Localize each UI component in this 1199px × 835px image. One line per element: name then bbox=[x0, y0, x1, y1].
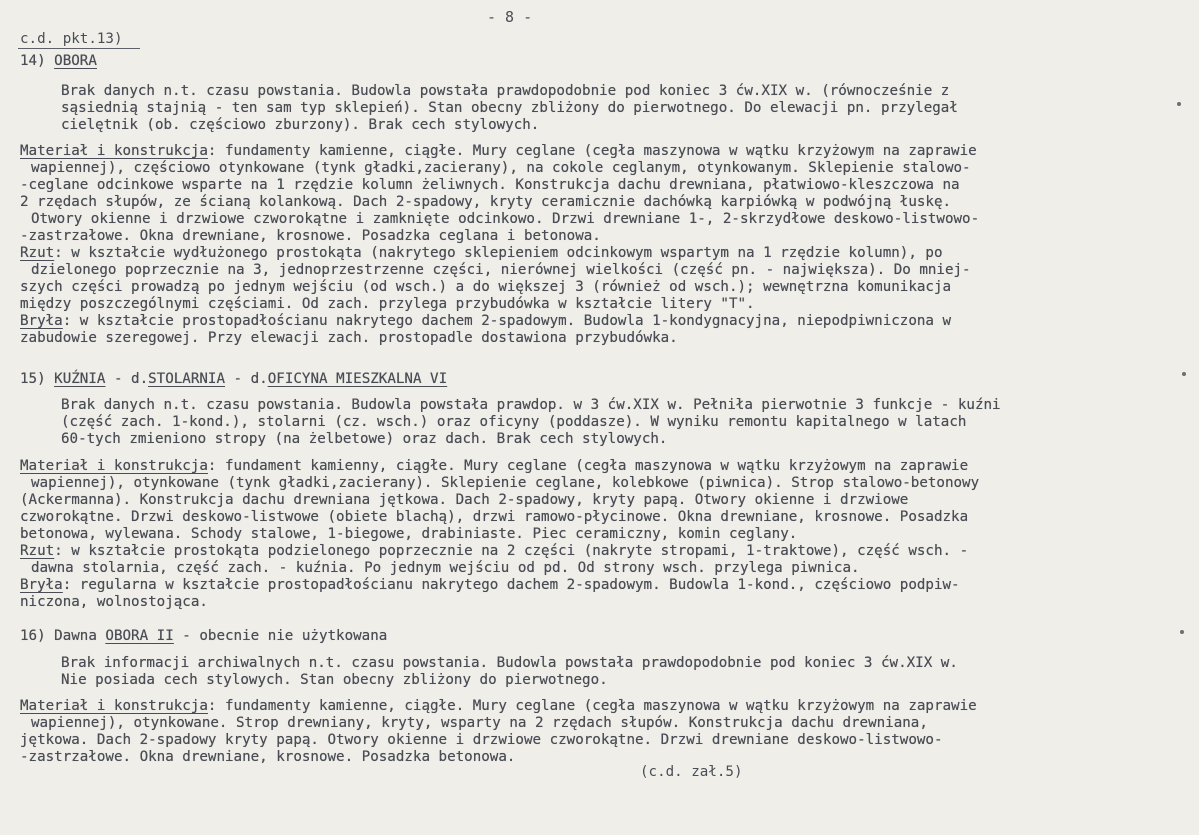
section-15-title-stolarnia: STOLARNIA bbox=[148, 371, 226, 387]
rzut-label: Rzut bbox=[20, 543, 55, 559]
section-15-rzut-first-line bbox=[20, 542, 968, 560]
section-14-intro-line: sąsiednią stajnią - ten sam typ sklepień). Stan obecny zbliżony do pierwotnego. Do elewacji pn. przylegał bbox=[61, 100, 958, 116]
material-label: Materiał i konstrukcja bbox=[20, 143, 208, 159]
section-16-intro-line: Brak informacji archiwalnych n.t. czasu powstania. Budowla powstała prawdopodobnie pod koniec 3 ćw.XIX w. bbox=[61, 655, 958, 671]
section-14-rzut-first-line bbox=[20, 244, 943, 262]
margin-mark bbox=[1177, 102, 1181, 106]
section-15-intro-line: Brak danych n.t. czasu powstania. Budowla powstała prawdop. w 3 ćw.XIX w. Pełniła pierwotnie 3 funkcje - kuźni bbox=[61, 397, 1001, 413]
material-text: : fundamenty kamienne, ciągłe. Mury ceglane (cegła maszynowa w wątku krzyżowym na zaprawie bbox=[207, 143, 977, 159]
section-14-number: 14) bbox=[20, 53, 46, 69]
continued-to-note: (c.d. zał.5) bbox=[640, 764, 743, 780]
section-16-title-suffix: - obecnie nie użytkowana bbox=[173, 628, 388, 644]
section-16-material-line: wapiennej), otynkowane. Strop drewniany, kryty, wsparty na 2 rzędach słupów. Konstrukcja dachu drewniana, bbox=[31, 715, 928, 731]
section-14-intro-line: Brak danych n.t. czasu powstania. Budowla powstała prawdopodobnie pod koniec 3 ćw.XIX w. (równocześnie z bbox=[61, 83, 950, 99]
section-15-material-line: wapiennej), otynkowane (tynk gładki,zacierany). Sklepienie ceglane, kolebkowe (piwnica). Strop stalowo-betonowy bbox=[31, 475, 980, 491]
section-16-title-prefix: Dawna bbox=[45, 628, 106, 644]
section-15-title-oficyna: OFICYNA MIESZKALNA VI bbox=[267, 371, 448, 387]
section-15-intro-line: 60-tych zmieniono stropy (na żelbetowe) oraz dach. Brak cech stylowych. bbox=[61, 431, 668, 447]
section-16-title: OBORA II bbox=[105, 628, 174, 644]
rzut-text: : w kształcie wydłużonego prostokąta (nakrytego sklepieniem odcinkowym wspartym na 1 rzędzie kolumn), po bbox=[54, 245, 943, 261]
section-15-material-line: czworokątne. Drzwi deskowo-listwowe (obiete blachą), drzwi ramowo-płycinowe. Okna drewniane, krosnowe. Posadzka bbox=[20, 509, 969, 525]
section-14-title: OBORA bbox=[54, 53, 97, 69]
section-14-intro-line: cielętnik (ob. częściowo zburzony). Brak cech stylowych. bbox=[61, 117, 540, 133]
section-14-material-line: 2 rzędach słupów, ze ścianą kolankową. Dach 2-spadowy, kryty ceramicznie dachówką karpiówką w podwójną łuskę. bbox=[20, 194, 952, 210]
section-14-rzut-line: szych części prowadzą po jednym wejściu (od wsch.) a do większej 3 (również od wsch.); wewnętrzna komunikacja bbox=[20, 279, 952, 295]
section-14-material-line: -ceglane odcinkowe wsparte na 1 rzędzie kolumn żeliwnych. Konstrukcja dachu drewniana, płatwiowo-kleszczowa na bbox=[20, 177, 960, 193]
margin-mark bbox=[1182, 372, 1186, 376]
section-15-title-kuznia: KUŹNIA bbox=[54, 371, 106, 387]
section-16-material-line: jętkowa. Dach 2-spadowy kryty papą. Otwory okienne i drzwiowe czworokątne. Drzwi drewniane deskowo-listwowo- bbox=[20, 732, 943, 748]
section-14-bryla-line: zabudowie szeregowej. Przy elewacji zach. prostopadle dostawiona przybudówka. bbox=[20, 330, 678, 346]
bryla-text: : w kształcie prostopadłościanu nakrytego dachem 2-spadowym. Budowla 1-kondygnacyjna, niepodpiwniczona w bbox=[62, 313, 952, 329]
margin-mark bbox=[1180, 630, 1184, 634]
section-14-bryla-first-line bbox=[20, 312, 951, 330]
material-label: Materiał i konstrukcja bbox=[20, 698, 208, 714]
section-16-material-line: -zastrzałowe. Okna drewniane, krosnowe. Posadzka betonowa. bbox=[20, 749, 516, 765]
section-15-separator: - d. bbox=[225, 371, 268, 387]
section-14-material-line: Otwory okienne i drzwiowe czworokątne i zamknięte odcinkowo. Drzwi drewniane 1-, 2-skrzydłowe deskowo-listwowo- bbox=[31, 211, 980, 227]
material-label: Materiał i konstrukcja bbox=[20, 458, 208, 474]
section-14-heading bbox=[20, 52, 97, 70]
material-text: : fundamenty kamienne, ciągłe. Mury ceglane (cegła maszynowa w wątku krzyżowym na zaprawie bbox=[207, 698, 977, 714]
bryla-label: Bryła bbox=[20, 313, 63, 329]
section-16-material-first-line bbox=[20, 697, 977, 715]
rzut-label: Rzut bbox=[20, 245, 55, 261]
section-14-material-line: -zastrzałowe. Okna drewniane, krosnowe. Posadzka ceglana i betonowa. bbox=[20, 228, 601, 244]
rzut-text: : w kształcie prostokąta podzielonego poprzecznie na 2 części (nakryte stropami, 1-traktowe), część wsch. - bbox=[54, 543, 969, 559]
section-15-heading bbox=[20, 370, 447, 388]
section-15-material-line: betonowa, wylewana. Schody stalowe, 1-biegowe, drabiniaste. Piec ceramiczny, komin ceglany. bbox=[20, 526, 798, 542]
section-15-bryla-line: niczona, wolnostojąca. bbox=[20, 594, 208, 610]
section-15-separator: - d. bbox=[105, 371, 149, 387]
section-16-heading bbox=[20, 627, 387, 645]
material-text: : fundament kamienny, ciągłe. Mury ceglane (cegła maszynowa w wątku krzyżowym na zaprawie bbox=[207, 458, 969, 474]
section-15-rzut-line: dawna stolarnia, część zach. - kuźnia. Po jednym wejściu od pd. Od strony wsch. przylega piwnica. bbox=[31, 560, 860, 576]
section-15-material-line: (Ackermanna). Konstrukcja dachu drewniana jętkowa. Dach 2-spadowy, kryty papą. Otwory okienne i drzwiowe bbox=[20, 492, 909, 508]
section-14-material-first-line bbox=[20, 142, 977, 160]
continued-from-underline bbox=[18, 48, 140, 49]
section-14-rzut-line: dzielonego poprzecznie na 3, jednoprzestrzenne części, nierównej wielkości (część pn. - największa). Do mniej- bbox=[31, 262, 971, 278]
section-15-bryla-first-line bbox=[20, 576, 960, 594]
bryla-text: : regularna w kształcie prostopadłościanu nakrytego dachem 2-spadowym. Budowla 1-kond., częściowo podpiw- bbox=[62, 577, 960, 593]
section-15-material-first-line bbox=[20, 457, 968, 475]
section-15-intro-line: (część zach. 1-kond.), stolarni (cz. wsch.) oraz oficyny (poddasze). W wyniku remontu kapitalnego w latach bbox=[61, 414, 967, 430]
continued-from-note: c.d. pkt.13) bbox=[20, 31, 123, 47]
section-16-number: 16) bbox=[20, 628, 46, 644]
page-number: - 8 - bbox=[487, 8, 533, 26]
section-14-rzut-line: między poszczególnymi częściami. Od zach. przylega przybudówka w kształcie litery "T". bbox=[20, 296, 755, 312]
section-15-number: 15) bbox=[20, 371, 46, 387]
bryla-label: Bryła bbox=[20, 577, 63, 593]
section-14-material-line: wapiennej), częściowo otynkowane (tynk gładki,zacierany), na cokole ceglanym, otynkowanym. Sklepienie stalowo- bbox=[31, 160, 971, 176]
section-16-intro-line: Nie posiada cech stylowych. Stan obecny zbliżony do pierwotnego. bbox=[61, 672, 608, 688]
